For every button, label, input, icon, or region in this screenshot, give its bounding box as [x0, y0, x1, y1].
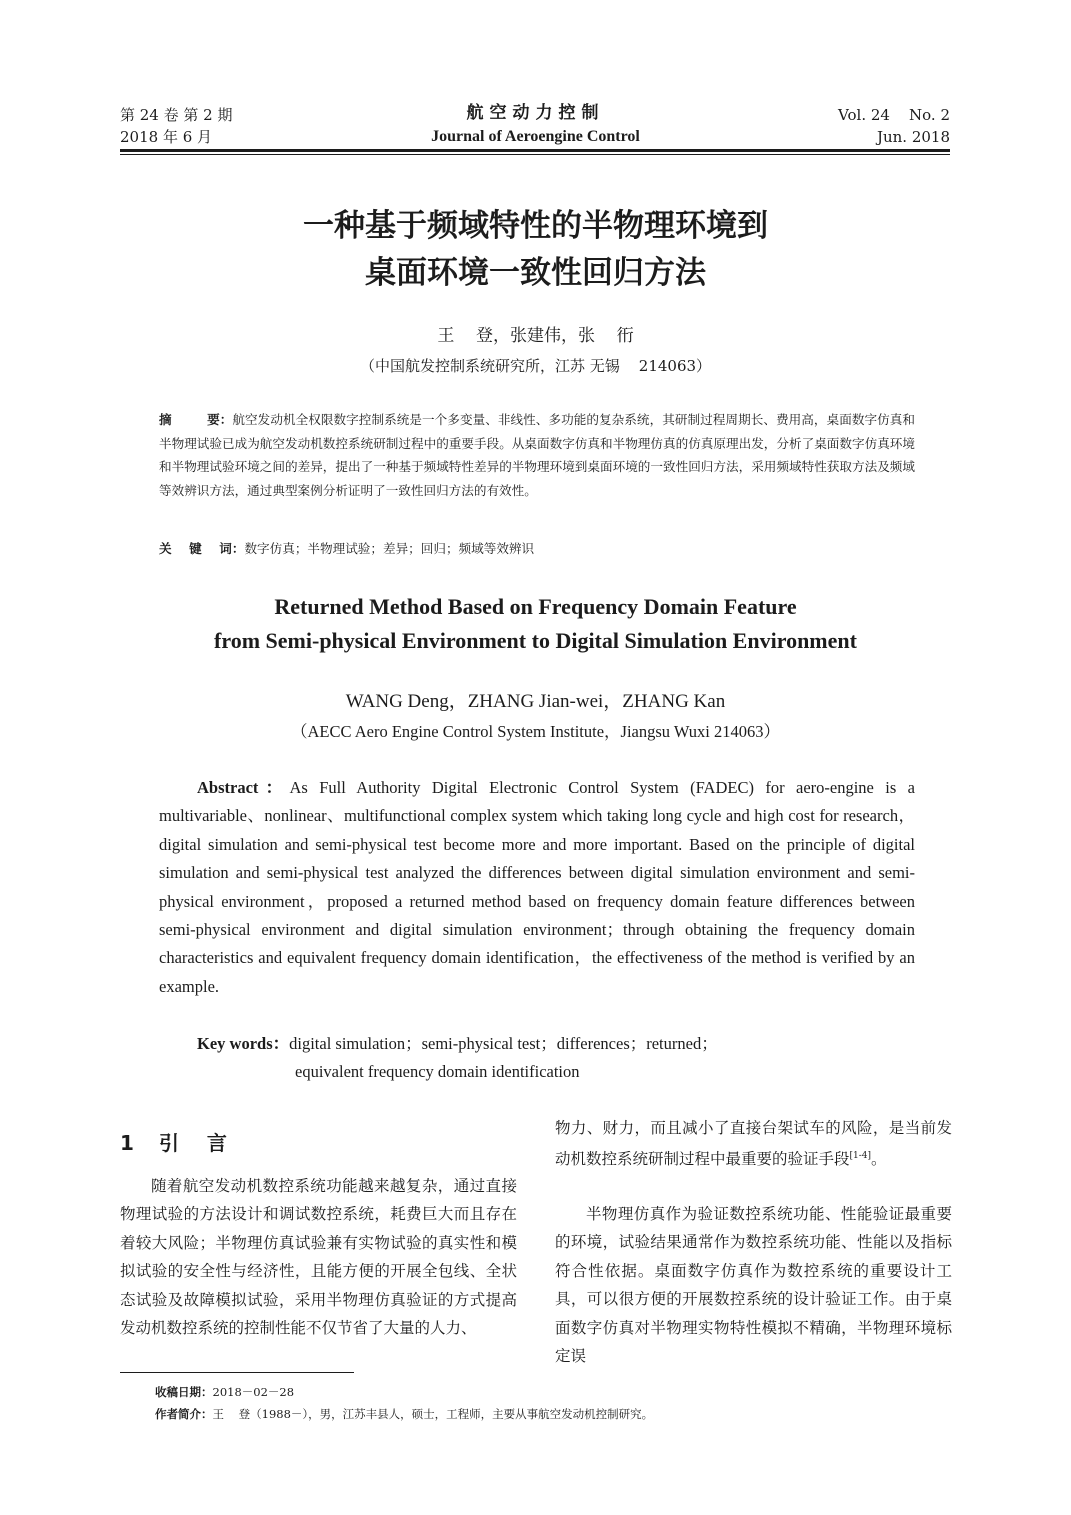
authors-en: WANG Deng，ZHANG Jian-wei，ZHANG Kan: [345, 691, 726, 712]
title-cn-line2: 桌面环境一致性回归方法: [365, 255, 706, 291]
section-number: 1: [120, 1131, 134, 1155]
date-en: Jun. 2018: [876, 128, 950, 146]
abstract-cn: [159, 408, 915, 502]
keywords-en-label: Key words：: [197, 1034, 290, 1053]
abstract-cn-label: 摘 要：: [159, 412, 233, 427]
keywords-cn-label: 关 键 词：: [159, 541, 245, 556]
header-rule-thin: [120, 154, 950, 155]
affiliation-en: （AECC Aero Engine Control System Institute，Jiangsu Wuxi 214063）: [291, 722, 780, 741]
journal-title-en: Journal of Aeroengine Control: [431, 128, 640, 145]
abstract-en-label: Abstract：: [197, 778, 290, 797]
volume-issue-cn: 第 24 卷 第 2 期: [120, 106, 233, 124]
title-en-line1: Returned Method Based on Frequency Domain Feature: [274, 594, 797, 619]
body-right-p1-end: 。: [871, 1150, 887, 1169]
footnote-rule: [120, 1372, 354, 1373]
citation: [1-4]: [849, 1151, 872, 1162]
footnote-received: [155, 1382, 294, 1402]
abstract-cn-text: 航空发动机全权限数字控制系统是一个多变量、非线性、多功能的复杂系统，其研制过程周期长、费用高，桌面数字仿真和半物理试验已成为航空发动机数控系统研制过程中的重要手段。从桌面数字仿真和半物理仿真的仿真原理出发，分析了桌面数字仿真环境和半物理试验环境之间的差异，提出了一种基于频域特性差异的半物理环境到桌面环境的一致性回归方法，采用频域特性获取方法及频域等效辨识方法，通过典型案例分析证明了一致性回归方法的有效性。: [159, 412, 916, 498]
volume-issue-en: Vol. 24 No. 2: [838, 106, 950, 124]
abstract-en-text: As Full Authority Digital Electronic Control System (FADEC) for aero-engine is a multivariable、nonlinear、multifunctional complex system which taking long cycle and high cost for research，digital simulation and semi-physical test become more and more important. Based on the principle of digital simulation and semi-physical test analyzed the differences between digital simulation environment and semi-physical environment，proposed a returned method based on frequency domain feature differences between semi-physical environment and digital simulation environment；through obtaining the frequency domain characteristics and equivalent frequency domain identification，the effectiveness of the method is verified by an example.: [159, 778, 916, 996]
header-rule-thick: [120, 149, 950, 152]
keywords-cn: [159, 537, 915, 561]
authors-cn: 王 登，张建伟，张 衎: [437, 326, 634, 346]
received-label: 收稿日期：: [155, 1385, 213, 1399]
keywords-en-line2: equivalent frequency domain identification: [295, 1062, 580, 1081]
title-cn-line1: 一种基于频域特性的半物理环境到: [303, 208, 768, 244]
affiliation-cn: （中国航发控制系统研究所，江苏 无锡 214063）: [359, 357, 712, 375]
bio-text: 王 登（1988－），男，江苏丰县人，硕士，工程师，主要从事航空发动机控制研究。: [212, 1407, 654, 1421]
received-date: 2018－02－28: [212, 1385, 295, 1399]
body-right-paragraph-1: [555, 1114, 952, 1174]
abstract-en: [159, 774, 915, 1001]
keywords-en: [197, 1030, 917, 1058]
keywords-cn-text: 数字仿真；半物理试验；差异；回归；频域等效辨识: [244, 541, 535, 556]
body-right-paragraph-2: 半物理仿真作为验证数控系统功能、性能验证最重要的环境，试验结果通常作为数控系统功能、性能以及指标符合性依据。桌面数字仿真作为数控系统的重要设计工具，可以很方便的开展数控系统的设计验证工作。由于桌面数字仿真对半物理实物特性模拟不精确，半物理环境标定误: [555, 1205, 952, 1366]
section-title: 引 言: [159, 1131, 227, 1155]
keywords-en-line1: digital simulation；semi-physical test；differences；returned；: [289, 1034, 718, 1053]
footnote-bio: [155, 1404, 653, 1424]
bio-label: 作者简介：: [155, 1407, 213, 1421]
journal-title-cn: 航空动力控制: [466, 103, 605, 123]
body-left-paragraph: 随着航空发动机数控系统功能越来越复杂，通过直接物理试验的方法设计和调试数控系统，耗费巨大而且存在着较大风险；半物理仿真试验兼有实物试验的真实性和模拟试验的安全性与经济性，且能方便的开展全包线、全状态试验及故障模拟试验，采用半物理仿真验证的方式提高发动机数控系统的控制性能不仅节省了大量的人力、: [120, 1177, 517, 1338]
date-cn: 2018 年 6 月: [120, 128, 213, 146]
title-en-line2: from Semi-physical Environment to Digital Simulation Environment: [214, 628, 857, 653]
body-right-p1-text: 物力、财力，而且减小了直接台架试车的风险，是当前发动机数控系统研制过程中最重要的验证手段: [555, 1119, 952, 1169]
